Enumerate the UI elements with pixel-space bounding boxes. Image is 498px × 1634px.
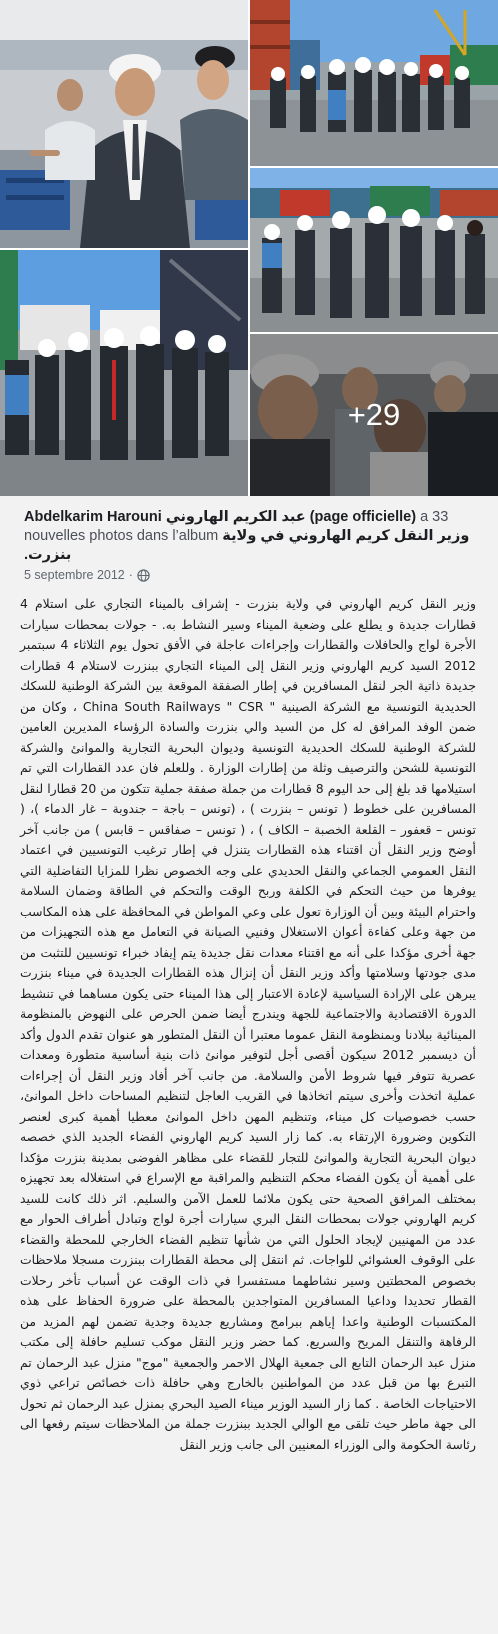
author-link[interactable]: Abdelkarim Harouni عبد الكريم الهاروني (page officielle) xyxy=(24,509,417,525)
photo-delegation-walking-icon xyxy=(250,168,498,332)
gallery-photo-2[interactable] xyxy=(250,0,498,166)
post-meta xyxy=(24,568,488,582)
album-link[interactable]: وزير النقل كريم الهاروني في ولاية بنزرت. xyxy=(24,528,470,563)
post-action-text: a 33 nouvelles photos dans l’album xyxy=(24,509,449,544)
gallery-photo-4[interactable] xyxy=(0,250,248,496)
post-card xyxy=(0,496,498,1634)
globe-icon xyxy=(137,569,150,582)
post-date[interactable]: 5 septembre 2012 xyxy=(24,568,125,582)
photo-officials-in-train-car-icon xyxy=(0,0,248,248)
photo-group-on-dock-icon xyxy=(0,250,248,496)
more-photos-overlay[interactable] xyxy=(250,334,498,496)
gallery-photo-1[interactable] xyxy=(0,0,248,248)
gallery-photo-3[interactable] xyxy=(250,168,498,332)
photo-delegation-at-port-icon xyxy=(250,0,498,166)
gallery-photo-5[interactable] xyxy=(250,334,498,496)
post-header xyxy=(24,508,488,565)
meta-separator: · xyxy=(128,568,133,582)
post-body-text: وزير النقل كريم الهاروني في ولاية بنزرت - إشراف بالميناء التجاري على استلام 4 قطارات جديدة و يطلع على وضعية الميناء وسير النشاط به. - جولات بمحطات سيارات الأجرة لواج والحافلات والقطارات وإجراءات عاجلة في الأفق تحول يوم الثلاثاء 4 سبتمبر 2012 السيد كريم الهاروني وزير النقل إلى الميناء التجاري ببنزرت لاستلام 4 قطارات جديدة ذاتية الجر لنقل المسافرين في إطار الصفقة الموقعة بين الشركة الوطنية للسكك الحديدية التونسية مع الشركة الصينية " China South Railways " CSR ، وكان من ضمن الوفد المرافق له كل من السيد والي بنزرت والسادة الرؤساء المديرين العامين للشركة الوطنية للسكك الحديدية التونسية وديوان البحرية التجارية والموانئ والشركة التونسية للشحن والترصيف وثلة من إطارات الوزارة . وللعلم فان عدد القطارات التي تم استيلامها قد بلغ إلى حد اليوم 8 قطارات من جملة صفقة جملية تتكون من 20 قطارا لنقل المسافرين على خطوط ( تونس – بنزرت ) ، (تونس – باجة – جندوبة – غار الدماء )، ( تونس – قعفور – القلعة الخصبة – الكاف ) ، ( تونس – صفاقس – قابس ) من جانب آخر أوضح وزير النقل أن اقتناء هذه القطارات يتنزل في إطار ترغيب التونسيين في اعتماد النقل العمومي الجماعي والنقل الحديدي على وجه الخصوص نظرا للمزايا التفاضلية التي يوفرها من حيث التحكم في الكلفة وربح الوقت والتحكم في الطاقة وضمان السلامة واحترام البيئة وبين أن الوزارة تعول على وعي المواطن في المحافظة على هذه المكاسب من جهة وعلى كفاءة أعوان الاستغلال وفنيي الصيانة في التعامل مع هذه التجهيزات من جهة أخرى مؤكدا على أنه مع اقتناء معدات نقل جديدة يتم إيفاد خبراء تونسيين للتثبت من مدى جودتها وسلامتها وأكد وزير النقل أن إنزال هذه القطارات الجديدة في ميناء بنزرت يبرهن على الإرادة السياسية لإعادة الاعتبار إلى هذا الميناء حتى يكون مساهما في تنشيط الدورة الاقتصادية والاجتماعية للجهة ويندرج أيضا ضمن الحرص على النهوض بالمنظومة المينائية ببلادنا وبمنظومة النقل عموما معتبرا أن النقل المتطور هو عنوان تقدم الدول وأكد أن ديسمبر 2012 سيكون أقصى أجل لتوفير موانئ ذات بنية أساسية متطورة ومعدات عصرية تتوفر فيها شروط الأمن والسلامة. من جانب آخر أفاد وزير النقل أن إجراءات عملية اتخذت وأخرى سيتم اتخاذها في القريب العاجل لتنظيم المساحات داخل الموانئ، حسب خصوصيات كل ميناء، وتنظيم المهن داخل الموانئ معطيا أهمية كبرى لعنصر التكوين وضرورة الإرتقاء به. كما زار السيد كريم الهاروني الفضاء الجديد الذي خصصه ديوان البحرية التجارية والموانئ للتجار للقضاء على مظاهر الفوضى بمدينة بنزرت مؤكدا على أهمية أن يكون الفضاء محكم التنظيم والمراقبة مع الإسراع في استغلاله بعد تجهيزه بمختلف المرافق الصحية حتى يكون ملائما للعمل الآمن والسليم. اثر ذلك كانت للسيد كريم الهاروني جولات بمحطات النقل البري سيارات أجرة لواج وتبادل أطراف الحوار مع عدد من المهنيين لإيجاد الحلول التي من شأنها تنظيم الفضاء الخارجي للمحطة والقضاء على الوقوف العشوائي للواجات. ثم انتقل إلى محطة القطارات ببنزرت مسجلا ملاحظات بخصوص المحطتين وسير نشاطهما مستفسرا في ذات الوقت عن أسباب تأخر رحلات القطار تحديدا وداعيا المسافرين المتواجدين بالمحطة على ضرورة الحفاظ على هذه المكتسبات الوطنية واعدا إياهم ببرامج ومشاريع جديدة وجدية تضمن لهم المزيد من الرفاهة والتنقل المريح والسريع. كما حضر وزير النقل موكب تسليم حافلة إلى مكتب منزل عبد الرحمان التابع الى جمعية الهلال الاحمر والجمعية "موج" منزل عبد الرحمان تم التبرع بها من قبل عدد من المواطنين بالخارج وهي حافلة ذات خصائص تراعي ذوي الاحتياجات الخاصة . كما زار السيد الوزير ميناء الصيد البحري بمنزل عبد الرحمان ثم تحول الى جهة ماطر حيث تلقى مع الوالي الجديد ببنزرت جملة من الملاحظات سيتم رفعها الى رئاسة الحكومة والى الوزراء المعنيين الى جانب وزير النقل xyxy=(20,596,476,1452)
more-photos-count: +29 xyxy=(347,397,401,432)
photo-gallery xyxy=(0,0,498,496)
